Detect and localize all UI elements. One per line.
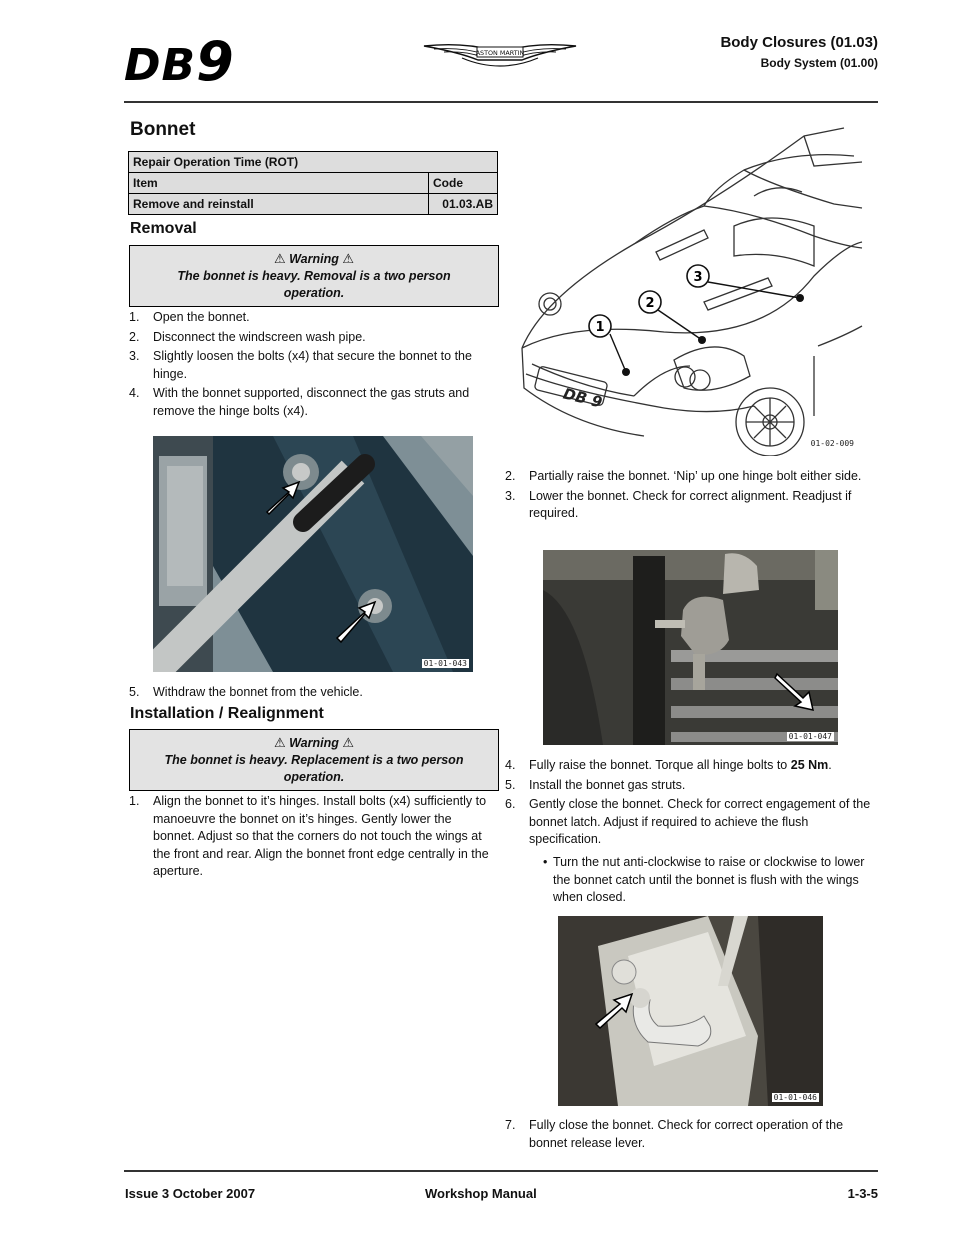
- removal-warning-title: Warning: [289, 252, 339, 266]
- step-number: 7.: [505, 1118, 516, 1132]
- footer-rule: [124, 1170, 878, 1172]
- step-text: Withdraw the bonnet from the vehicle.: [153, 685, 363, 699]
- removal-steps: [129, 309, 495, 422]
- footer-issue: Issue 3 October 2007: [125, 1186, 256, 1201]
- list-item: [505, 1117, 880, 1152]
- header-subtitle: Body System (01.00): [760, 56, 878, 70]
- list-item: [129, 329, 495, 347]
- list-item: [505, 757, 880, 775]
- db9-logo: [124, 30, 235, 93]
- aston-martin-wings-logo: [422, 38, 578, 76]
- warning-triangle-icon: ⚠: [273, 735, 286, 750]
- rot-col-code: Code: [429, 173, 498, 194]
- step-text: Partially raise the bonnet. ‘Nip’ up one hinge bolt either side.: [529, 469, 862, 483]
- step-number: 2.: [129, 329, 140, 344]
- step-text: Fully raise the bonnet. Torque all hinge bolts to: [529, 758, 791, 772]
- list-item: [505, 777, 880, 795]
- warning-triangle-icon: ⚠: [342, 251, 355, 266]
- installation-warning-title-line: [130, 734, 498, 752]
- step-text-end: .: [828, 758, 832, 772]
- removal-warning-title-line: [130, 250, 498, 268]
- list-item: [129, 684, 495, 702]
- car-bonnet-diagram: [514, 126, 866, 456]
- realignment-steps-a: [505, 468, 880, 525]
- installation-warning-box: [129, 729, 499, 791]
- photo-reference-label: 01-02-009: [810, 439, 854, 448]
- number-plate-text: DB 9: [561, 384, 605, 412]
- hinge-bolts-illustration: [153, 436, 473, 672]
- callout-3: 3: [693, 270, 703, 285]
- step-number: 1.: [129, 310, 140, 324]
- rot-row-code: 01.03.AB: [429, 194, 498, 215]
- list-item: [129, 348, 495, 383]
- list-item: [129, 793, 495, 881]
- rot-data-row: [129, 194, 498, 215]
- step-number: 5.: [505, 777, 516, 792]
- removal-warning-box: [129, 245, 499, 307]
- section-title: Bonnet: [130, 119, 196, 140]
- warning-triangle-icon: ⚠: [342, 735, 355, 750]
- step-text: Install the bonnet gas struts.: [529, 777, 686, 792]
- rot-header-row: [129, 173, 498, 194]
- bonnet-catch-illustration: [558, 916, 823, 1106]
- list-item: [129, 309, 495, 327]
- step-text: Lower the bonnet. Check for correct alignment. Readjust if required.: [529, 488, 852, 520]
- callout-1: 1: [595, 320, 605, 335]
- callout-2: 2: [645, 296, 655, 311]
- realignment-steps-c: [505, 1117, 880, 1154]
- header-title: Body Closures (01.03): [720, 34, 878, 51]
- header-rule: [124, 101, 878, 103]
- realignment-steps-b: [505, 757, 880, 851]
- step-number: 4.: [505, 758, 516, 772]
- rot-row-item: Remove and reinstall: [129, 194, 429, 215]
- installation-warning-text: The bonnet is heavy. Replacement is a two person operation.: [164, 753, 464, 784]
- removal-heading: Removal: [130, 220, 197, 237]
- rot-col-item: Item: [129, 173, 429, 194]
- torque-value: 25 Nm: [790, 758, 829, 772]
- step-text: Open the bonnet.: [153, 310, 250, 324]
- list-item: [505, 488, 880, 523]
- db9-logo-letters: DB: [124, 40, 197, 91]
- list-item: [129, 385, 495, 420]
- step-number: 5.: [129, 685, 140, 699]
- list-item: [505, 468, 880, 486]
- footer-manual-title: Workshop Manual: [425, 1186, 537, 1201]
- photo-reference-label: 01-01-046: [773, 1093, 817, 1102]
- db9-logo-number: 9: [196, 30, 235, 93]
- bullet-item: • Turn the nut anti-clockwise to raise or clockwise to lower the bonnet catch until the bonnet is flush with the wings when closed.: [505, 854, 882, 907]
- list-item: [505, 796, 880, 849]
- step-text: Disconnect the windscreen wash pipe.: [153, 329, 366, 344]
- installation-steps: [129, 793, 495, 883]
- bonnet-catch-photo: [558, 916, 823, 1106]
- step-number: 2.: [505, 469, 516, 483]
- step-number: 1.: [129, 794, 140, 808]
- bonnet-buffer-photo: [543, 550, 838, 745]
- step-text: Fully close the bonnet. Check for correct operation of the bonnet release lever.: [529, 1118, 844, 1150]
- removal-warning-text: The bonnet is heavy. Removal is a two person operation.: [177, 269, 451, 300]
- installation-warning-title: Warning: [289, 736, 339, 750]
- car-line-drawing: [514, 126, 866, 456]
- step-number: 4.: [129, 386, 140, 400]
- step-number: 3.: [505, 488, 516, 503]
- warning-triangle-icon: ⚠: [273, 251, 286, 266]
- bonnet-buffer-illustration: [543, 550, 838, 745]
- step-number: 6.: [505, 797, 516, 811]
- installation-heading: Installation / Realignment: [130, 705, 324, 722]
- step-text: With the bonnet supported, disconnect the gas struts and remove the hinge bolts (x4).: [153, 386, 470, 418]
- aston-martin-badge-text: ASTON MARTIN: [475, 49, 525, 57]
- rot-table: [128, 151, 498, 215]
- step-text: Slightly loosen the bolts (x4) that secure the bonnet to the hinge.: [153, 349, 472, 381]
- photo-reference-label: 01-01-047: [788, 732, 832, 741]
- removal-final-step: [129, 684, 495, 704]
- step-number: 3.: [129, 349, 140, 363]
- photo-reference-label: 01-01-043: [423, 659, 467, 668]
- rot-heading-row: [129, 152, 498, 173]
- step-text: Gently close the bonnet. Check for correct engagement of the bonnet latch. Adjust if required to achieve the flush specification.: [529, 797, 871, 846]
- page-number: 1-3-5: [847, 1186, 878, 1201]
- rot-heading: Repair Operation Time (ROT): [129, 152, 498, 173]
- step-text: Align the bonnet to it’s hinges. Install bolts (x4) sufficiently to manoeuvre the bonnet on it’s hinges. Gently lower the bonnet. Adjust so that the corners do not touch the wings at the front and rear. Align the bonnet front edge centrally in the aperture.: [153, 794, 489, 878]
- hinge-bolts-photo: [153, 436, 473, 672]
